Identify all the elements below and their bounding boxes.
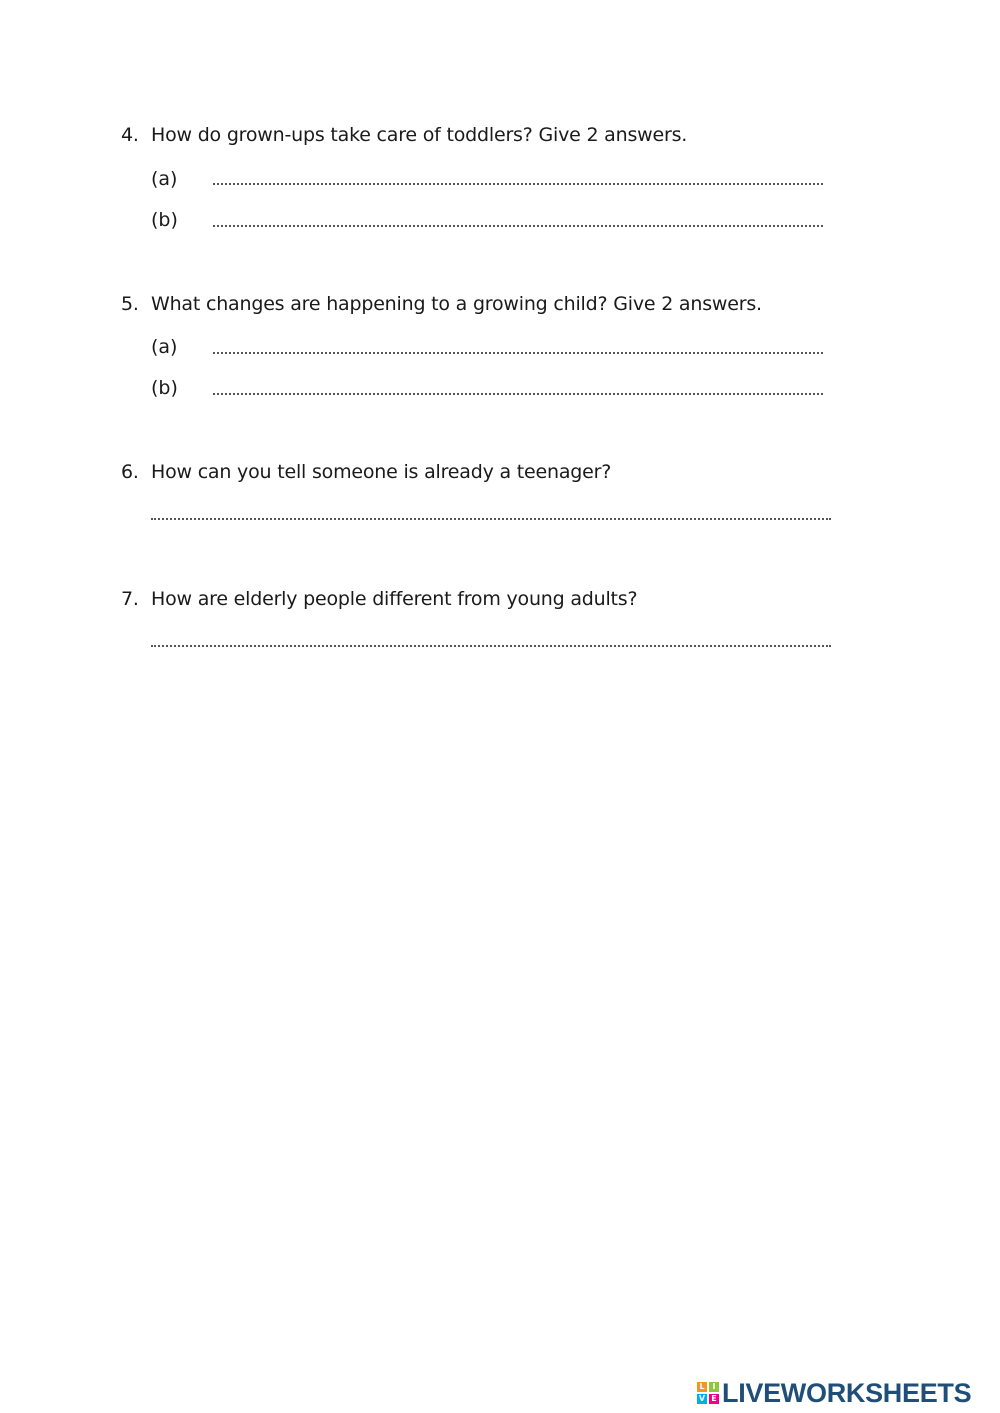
question-7 xyxy=(121,588,637,610)
question-4 xyxy=(121,124,687,146)
answer-line-q7[interactable] xyxy=(151,645,831,647)
question-text: How are elderly people different from young adults? xyxy=(151,588,638,610)
question-number: 4. xyxy=(121,124,139,146)
question-6 xyxy=(121,461,611,483)
question-number: 5. xyxy=(121,293,139,315)
logo-text: LIVEWORKSHEETS xyxy=(722,1377,972,1408)
logo-block: V xyxy=(698,1394,706,1403)
question-text: What changes are happening to a growing child? Give 2 answers. xyxy=(151,293,762,315)
question-number: 7. xyxy=(121,588,139,610)
logo-blocks-icon xyxy=(697,1382,719,1404)
answer-line-q4b[interactable] xyxy=(213,225,823,227)
logo-block: I xyxy=(709,1382,719,1392)
logo-block: E xyxy=(709,1394,719,1404)
question-text: How do grown-ups take care of toddlers? Give 2 answers. xyxy=(151,124,688,146)
question-5 xyxy=(121,293,762,315)
liveworksheets-logo xyxy=(697,1378,971,1408)
answer-label-b: (b) xyxy=(151,377,178,399)
answer-line-q5b[interactable] xyxy=(213,393,823,395)
logo-block: L xyxy=(697,1382,707,1392)
question-text: How can you tell someone is already a teenager? xyxy=(151,461,612,483)
answer-label-a: (a) xyxy=(151,168,178,190)
answer-line-q4a[interactable] xyxy=(213,183,823,185)
answer-line-q5a[interactable] xyxy=(213,352,823,354)
question-number: 6. xyxy=(121,461,139,483)
answer-label-a: (a) xyxy=(151,336,178,358)
answer-label-b: (b) xyxy=(151,209,178,231)
answer-line-q6[interactable] xyxy=(151,518,831,520)
